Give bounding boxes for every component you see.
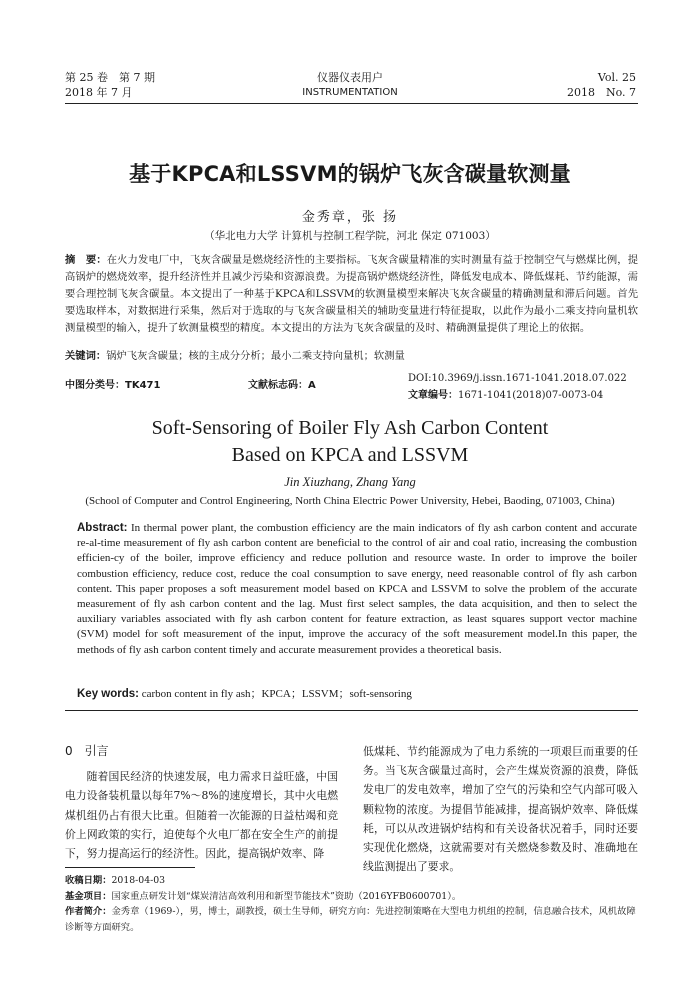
abstract-en-label: Abstract: <box>77 522 128 534</box>
footnote-rule <box>65 867 195 868</box>
title-en-line-1: Soft-Sensoring of Boiler Fly Ash Carbon Content <box>151 417 549 439</box>
doc-code-label: 文献标志码： <box>248 380 308 391</box>
received-value: 2018-04-03 <box>111 875 166 886</box>
date-cn: 2018 年 7 月 <box>65 86 133 99</box>
authors-cn: 金秀章，张 扬 <box>301 210 399 225</box>
affiliation-cn: （华北电力大学 计算机与控制工程学院，河北 保定 071003） <box>204 230 496 242</box>
document-code <box>248 376 316 391</box>
intro-paragraph-left: 随着国民经济的快速发展，电力需求日益旺盛，中国电力设备装机量以每年7%～8%的速度增长，其中火电燃煤机组仍占有很大比重。但随着一次能源的日益枯竭和竞价上网政策的实行，迫使每个火电厂都在安全生产的前提下，努力提高运行的经济性。因此，提高锅炉效率、降 <box>65 770 338 861</box>
article-no-value: 1671-1041(2018)07-0073-04 <box>458 390 604 401</box>
journal-name-cn: 仪器仪表用户 <box>317 71 383 84</box>
received-label: 收稿日期： <box>65 875 112 886</box>
title-en-line-2: Based on KPCA and LSSVM <box>231 444 469 466</box>
received-date <box>65 873 638 889</box>
clc-value: TK471 <box>125 380 161 391</box>
intro-paragraph-right: 低煤耗、节约能源成为了电力系统的一项艰巨而重要的任务。当飞灰含碳量过高时，会产生煤炭资源的浪费，降低发电厂的发电效率，增加了空气的污染和空气内部可吸入颗粒物的浓度。为提倡节能减排，提高锅炉效率、降低煤耗，可以从改进锅炉结构和有关设备状况着手，同时还要实现优化燃烧，这就需要对有关燃烧参数及时、准确地在线监测提出了要求。 <box>363 745 638 874</box>
journal-name-en: INSTRUMENTATION <box>302 87 398 98</box>
clc-label: 中图分类号： <box>65 380 125 391</box>
abstract-rule <box>65 710 638 711</box>
section-heading-intro <box>65 742 338 761</box>
section-title: 引言 <box>84 744 109 758</box>
body-column-left <box>65 742 338 863</box>
bio-label: 作者简介： <box>65 906 112 917</box>
bio-value: 金秀章（1969-），男，博士，副教授，硕士生导师，研究方向：先进控制策略在大型电力机组的控制，信息融合技术，风机故障诊断等方面研究。 <box>65 906 636 933</box>
clc-number <box>65 376 160 391</box>
volume-issue-cn: 第 25 卷 第 7 期 <box>65 71 155 84</box>
header-right <box>567 70 636 100</box>
abstract-cn-label: 摘 要： <box>65 254 107 266</box>
body-column-right <box>363 742 638 876</box>
fund-label: 基金项目： <box>65 890 112 902</box>
article-no-label: 文章编号： <box>408 390 458 401</box>
volume-en: Vol. 25 <box>597 71 636 84</box>
doi[interactable]: DOI:10.3969/j.issn.1671-1041.2018.07.022 <box>408 373 627 384</box>
fund-info <box>65 889 638 905</box>
abstract-en-text: In thermal power plant, the combustion efficiency are the main indicators of fly ash carbon content and accurate re-al-time measurement of fly ash carbon content are beneficial to the control of air and coal ratio, increasing the combustion efficien-cy of the boiler, improve efficiency and reduce pollution and resource waste. In order to improve the boiler combustion efficiency, reduce cost, reduce the coal consumption to save energy, need reasonable control of fly ash carbon content. This paper proposes a soft measurement model based on KPCA and LSSVM to solve the problem of the accurate measurement of fly ash carbon content and the lag. Must first select samples, the data acquisition, and then to select the auxiliary variables associated with fly ash carbon content for feature extraction, as least squares support vector machine (SVM) model for soft measurement of the input, improve the accuracy of the soft measurement model.In this paper, the methods of fly ash carbon content timely and accurate measurement provides a theoretical basis. <box>77 522 637 656</box>
author-bio <box>65 904 638 935</box>
keywords-cn-label: 关键词： <box>65 350 107 362</box>
affiliation-en: (School of Computer and Control Engineering, North China Electric Power University, Hebei, Baoding, 071003, China) <box>85 495 615 507</box>
keywords-en <box>77 685 637 701</box>
section-number: 0 <box>65 744 73 758</box>
abstract-cn-text: 在火力发电厂中，飞灰含碳量是燃烧经济性的主要指标。飞灰含碳量精准的实时测量有益于控制空气与燃煤比例，提高锅炉的燃烧效率，提升经济性并且减少污染和资源浪费。为提高锅炉燃烧经济性，降低发电成本、降低煤耗、节约能源，需要合理控制飞灰含碳量。本文提出了一种基于KPCA和LSSVM的软测量模型来解决飞灰含碳量的精确测量和滞后问题。首先要选取样本，对数据进行采集，然后对于选取的与飞灰含碳量相关的辅助变量进行特征提取，以此作为最小二乘支持向量机软测量模型的输入，提升了软测量模型的精度。本文提出的方法为飞灰含碳量的及时、精确测量提供了理论上的依据。 <box>65 254 639 334</box>
abstract-en <box>77 521 637 658</box>
keywords-en-text: carbon content in fly ash；KPCA；LSSVM；soft-sensoring <box>139 688 412 700</box>
date-en: 2018 No. 7 <box>566 86 636 99</box>
abstract-cn <box>65 252 638 337</box>
keywords-cn-text: 锅炉飞灰含碳量；核的主成分分析；最小二乘支持向量机；软测量 <box>106 350 405 362</box>
doi-block <box>408 370 627 404</box>
page-title-en <box>0 415 700 469</box>
keywords-en-label: Key words: <box>77 688 139 700</box>
doc-code-value: A <box>308 380 316 391</box>
authors-en: Jin Xiuzhang, Zhang Yang <box>284 475 416 489</box>
page-title-cn: 基于KPCA和LSSVM的锅炉飞灰含碳量软测量 <box>129 162 571 186</box>
fund-value: 国家重点研发计划“煤炭清洁高效利用和新型节能技术”资助（2016YFB0600701）。 <box>111 890 462 902</box>
keywords-cn <box>65 348 638 364</box>
footnotes <box>65 873 638 935</box>
header-rule <box>65 103 638 104</box>
